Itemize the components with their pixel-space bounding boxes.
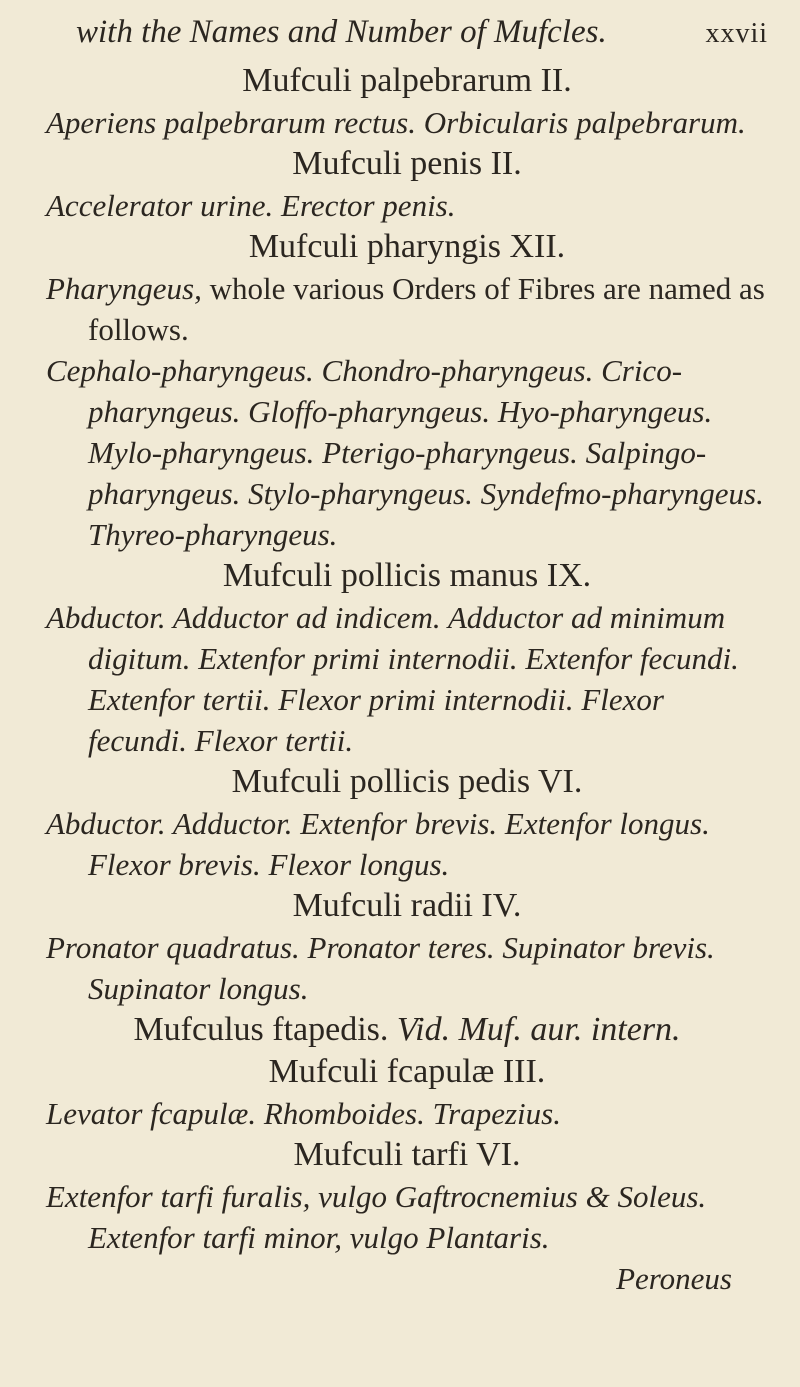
section-text: Pronator quadratus. Pronator teres. Supinator brevis. Supinator longus. bbox=[46, 930, 715, 1006]
section-text: Aperiens palpebrarum rectus. Orbicularis palpebrarum. bbox=[46, 105, 746, 140]
page-number: xxvii bbox=[705, 18, 768, 49]
running-head bbox=[46, 14, 768, 60]
section-heading: Mufculi pollicis pedis VI. bbox=[231, 763, 583, 800]
section-text: Cephalo-pharyngeus. Chondro-pharyngeus. Crico-pharyngeus. Gloffo-pharyngeus. Hyo-pharyngeus. Mylo-pharyngeus. Pterigo-pharyngeus. Salpingo-pharyngeus. Stylo-pharyngeus. Syndefmo-pharyngeus. Thyreo-pharyngeus. bbox=[46, 353, 764, 552]
section-heading: Mufculi pharyngis XII. bbox=[248, 228, 566, 265]
section-heading: Mufculi fcapulæ III. bbox=[268, 1053, 546, 1090]
section-heading: Mufculi pollicis manus IX. bbox=[222, 557, 592, 594]
section-text: Accelerator urine. Erector penis. bbox=[46, 188, 456, 223]
section-intro-roman: whole various Orders of Fibres are named as follows. bbox=[88, 271, 765, 347]
section-text: Levator fcapulæ. Rhomboides. Trapezius. bbox=[46, 1096, 561, 1131]
section-intro-italic: Pharyngeus, bbox=[46, 271, 202, 306]
section-heading: Mufculi palpebrarum II. bbox=[242, 62, 572, 99]
running-head-title: with the Names and Number of Mufcles. bbox=[76, 14, 607, 50]
heading-italic: Vid. Muf. aur. intern. bbox=[388, 1011, 681, 1048]
section-heading: Mufculi radii IV. bbox=[292, 887, 522, 924]
section-text: Extenfor tarfi furalis, vulgo Gaftrocnemius & Soleus. Extenfor tarfi minor, vulgo Plantaris. bbox=[46, 1179, 707, 1255]
section-heading: Mufculi tarfi VI. bbox=[293, 1136, 521, 1173]
catchword: Peroneus bbox=[616, 1261, 732, 1296]
section-heading: Mufculi penis II. bbox=[292, 145, 522, 182]
section-heading bbox=[46, 1009, 768, 1051]
heading-roman: Mufculus ftapedis. bbox=[133, 1011, 389, 1048]
section-text: Abductor. Adductor ad indicem. Adductor ad minimum digitum. Extenfor primi internodii. Extenfor fecundi. Extenfor tertii. Flexor primi internodii. Flexor fecundi. Flexor tertii. bbox=[46, 600, 739, 758]
section-text: Abductor. Adductor. Extenfor brevis. Extenfor longus. Flexor brevis. Flexor longus. bbox=[46, 806, 710, 882]
section-intro bbox=[46, 268, 768, 350]
